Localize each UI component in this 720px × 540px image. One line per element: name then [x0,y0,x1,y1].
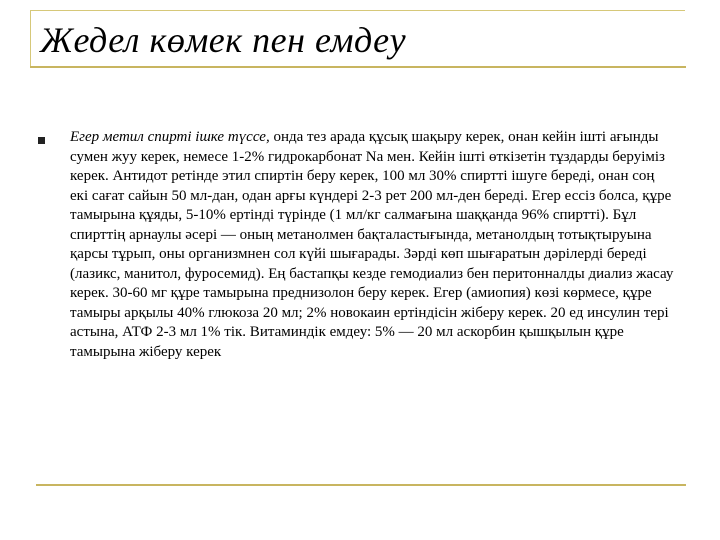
paragraph-lead: Егер метил спирті ішке түссе, [70,129,270,145]
slide-title: Жедел көмек пен емдеу [40,20,407,60]
body-paragraph [70,128,676,362]
footer-rule [36,484,686,486]
title-underline [30,66,686,68]
square-bullet-icon [38,137,45,144]
paragraph-rest: онда тез арада құсық шақыру керек, онан кейін іштi ағынды сумен жуу керек, немесе 1-2% гидрокарбонат Na мен. Кейін ішті өткізетін тұздарды беруіміз керек. Антидот ретінде этил спиртін беру керек, 100 мл 30% спиртті ішуге береді, онан соң екі сағат сайын 50 мл-дан, одан арғы күндері 2-3 рет 200 мл-ден береді. Егер ессіз болса, құре тамырына құяды, 5-10% ертінді түрінде (1 мл/кг салмағына шаққанда 96% спиртті). Бұл спирттің арнаулы әсері — оның метанолмен бақталастығында, метанолдың тотықтыруына қарсы тұрып, оны организмнен сол күйі шығарады. Зәрді көп шығаратын дәрілерді береді (лазикс, манитол, фуросемид). Ең бастапқы кезде гемодиализ бен перитонналды диализ жасау керек. 30-60 мг құре тамырына преднизолон беру керек. Егер (амиопия) көзі көрмесе, құре тамыры арқылы 40% глюкоза 20 мл; 2% новокаин ертіндісін жіберу керек. 20 ед инсулин тері астына, АТФ 2-3 мл 1% тік. Витаминдік емдеу: 5% — 20 мл аскорбин қышқылын құре тамырына жіберу керек [70,129,674,360]
